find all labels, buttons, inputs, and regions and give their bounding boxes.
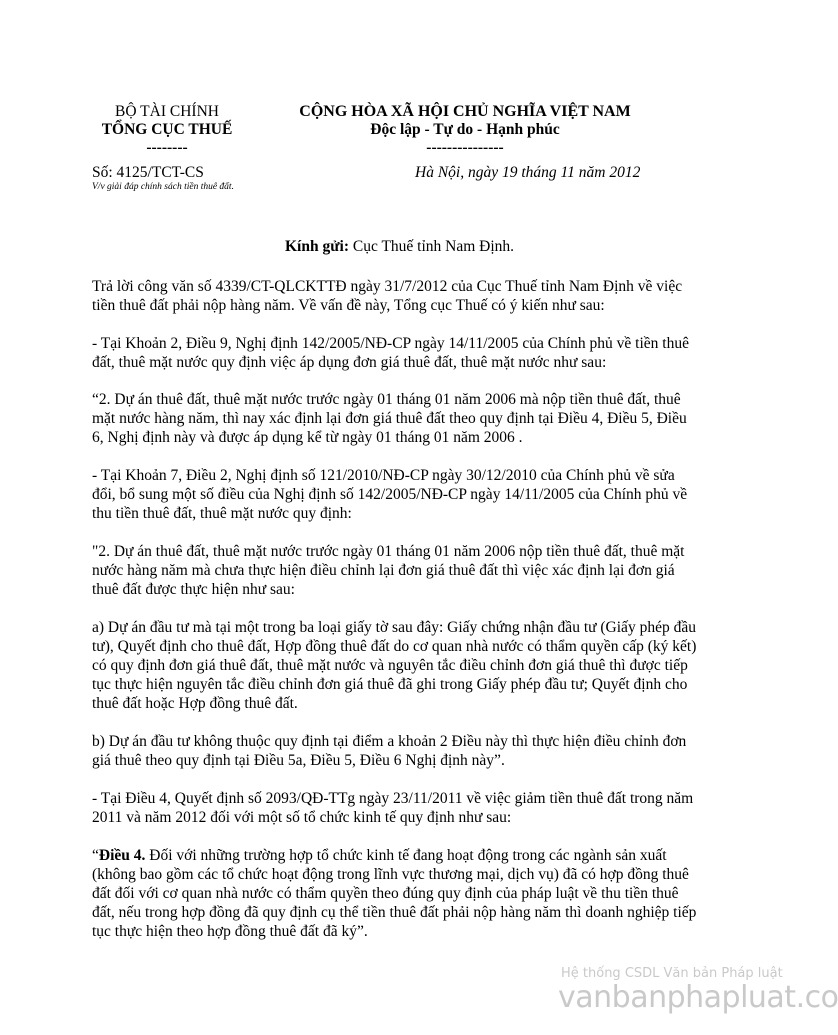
body-line: 2011 và năm 2012 đối với một số tổ chức kinh tế quy định như sau: <box>92 809 512 826</box>
national-title-block <box>288 103 642 157</box>
body-line: đổi, bổ sung một số điều của Nghị định số 142/2005/NĐ-CP ngày 14/11/2005 của Chính phủ về <box>92 486 688 503</box>
body-line: b) Dự án đầu tư không thuộc quy định tại điểm a khoản 2 Điều này thì thực hiện điều chỉnh đơn <box>92 733 687 750</box>
motto: Độc lập - Tự do - Hạnh phúc <box>370 121 560 138</box>
article-line: (không bao gồm các tổ chức hoạt động trong lĩnh vực thương mại, dịch vụ) đã có hợp đồng thuê <box>92 866 689 883</box>
article-first-text: Đối với những trường hợp tổ chức kinh tế đang hoạt động trong các ngành sản xuất <box>145 847 667 864</box>
article-first-line <box>92 846 667 865</box>
left-separator: -------- <box>146 139 188 156</box>
body-line: thuê đất hoặc Hợp đồng thuê đất. <box>92 695 298 712</box>
body-line: “2. Dự án thuê đất, thuê mặt nước trước ngày 01 tháng 01 năm 2006 mà nộp tiền thuê đất, thuê <box>92 391 681 408</box>
body-line: Trả lời công văn số 4339/CT-QLCKTTĐ ngày 31/7/2012 của Cục Thuế tỉnh Nam Định về việc <box>92 278 683 295</box>
issuing-authority-block <box>92 103 242 157</box>
body-line: tục thực hiện nguyên tắc điều chỉnh đơn giá thuê đã ghi trong Giấy phép đầu tư; Quyết định cho <box>92 676 688 693</box>
document-number: Số: 4125/TCT-CS <box>92 164 204 181</box>
body-line: thuê đất được thực hiện như sau: <box>92 581 295 598</box>
article-heading: Điều 4. <box>98 847 146 864</box>
body-line: tiền thuê đất phải nộp hàng năm. Về vấn đề này, Tổng cục Thuế có ý kiến như sau: <box>92 297 605 314</box>
watermark-caption: Hệ thống CSDL Văn bản Pháp luật <box>561 966 783 981</box>
recipient-name: Cục Thuế tỉnh Nam Định. <box>349 238 515 255</box>
body-line: 6, Nghị định này và được áp dụng kể từ ngày 01 tháng 01 năm 2006 . <box>92 429 523 446</box>
article-line: tục thực hiện theo hợp đồng thuê đất đã ký”. <box>92 923 368 940</box>
body-line: có quy định đơn giá thuê đất, thuê mặt nước và nguyên tắc điều chỉnh đơn giá thuê thì được tiếp <box>92 657 688 674</box>
body-line: a) Dự án đầu tư mà tại một trong ba loại giấy tờ sau đây: Giấy chứng nhận đầu tư (Giấy phép đầu <box>92 619 696 636</box>
place-and-date: Hà Nội, ngày 19 tháng 11 năm 2012 <box>415 164 641 181</box>
body-line: đất, thuê mặt nước quy định việc áp dụng đơn giá thuê đất, thuê mặt nước như sau: <box>92 354 607 371</box>
body-line: tư), Quyết định cho thuê đất, Hợp đồng thuê đất do cơ quan nhà nước có thẩm quyền cấp (ký kết) <box>92 638 697 655</box>
body-line: nước hàng năm mà chưa thực hiện điều chỉnh lại đơn giá thuê đất thì việc xác định lại đơn giá <box>92 562 675 579</box>
body-line: thu tiền thuê đất, thuê mặt nước quy định: <box>92 505 352 522</box>
right-separator: --------------- <box>426 139 504 156</box>
body-line: - Tại Điều 4, Quyết định số 2093/QĐ-TTg ngày 23/11/2011 về việc giảm tiền thuê đất trong năm <box>92 790 694 807</box>
ministry-name: BỘ TÀI CHÍNH <box>115 103 219 120</box>
watermark-site: vanbanphapluat.co <box>558 980 838 1015</box>
article-open-quote: “ <box>92 847 99 864</box>
department-name: TỔNG CỤC THUẾ <box>101 121 233 138</box>
body-line: - Tại Khoản 2, Điều 9, Nghị định 142/2005/NĐ-CP ngày 14/11/2005 của Chính phủ về tiền thuê <box>92 335 689 352</box>
body-line: giá thuê theo quy định tại Điều 5a, Điều 5, Điều 6 Nghị định này”. <box>92 752 505 769</box>
article-line: đất, nếu trong hợp đồng đã quy định cụ thể tiền thuê đất phải nộp hàng năm thì doanh nghiệp tiếp <box>92 904 697 921</box>
recipient-label: Kính gửi: <box>285 238 349 255</box>
body-line: - Tại Khoản 7, Điều 2, Nghị định số 121/2010/NĐ-CP ngày 30/12/2010 của Chính phủ về sửa <box>92 467 675 484</box>
body-line: mặt nước hàng năm, thì nay xác định lại đơn giá thuê đất theo quy định tại Điều 4, Điều 5, Điều <box>92 410 687 427</box>
article-line: đất đối với cơ quan nhà nước có thẩm quyền theo đúng quy định của pháp luật về thu tiền thuê <box>92 885 679 902</box>
document-subject: V/v giải đáp chính sách tiền thuê đất. <box>92 182 234 192</box>
body-line: "2. Dự án thuê đất, thuê mặt nước trước ngày 01 tháng 01 năm 2006 nộp tiền thuê đất, thuê mặt <box>92 543 685 560</box>
nation-name: CỘNG HÒA XÃ HỘI CHỦ NGHĨA VIỆT NAM <box>299 103 631 120</box>
recipient-line <box>285 237 514 256</box>
